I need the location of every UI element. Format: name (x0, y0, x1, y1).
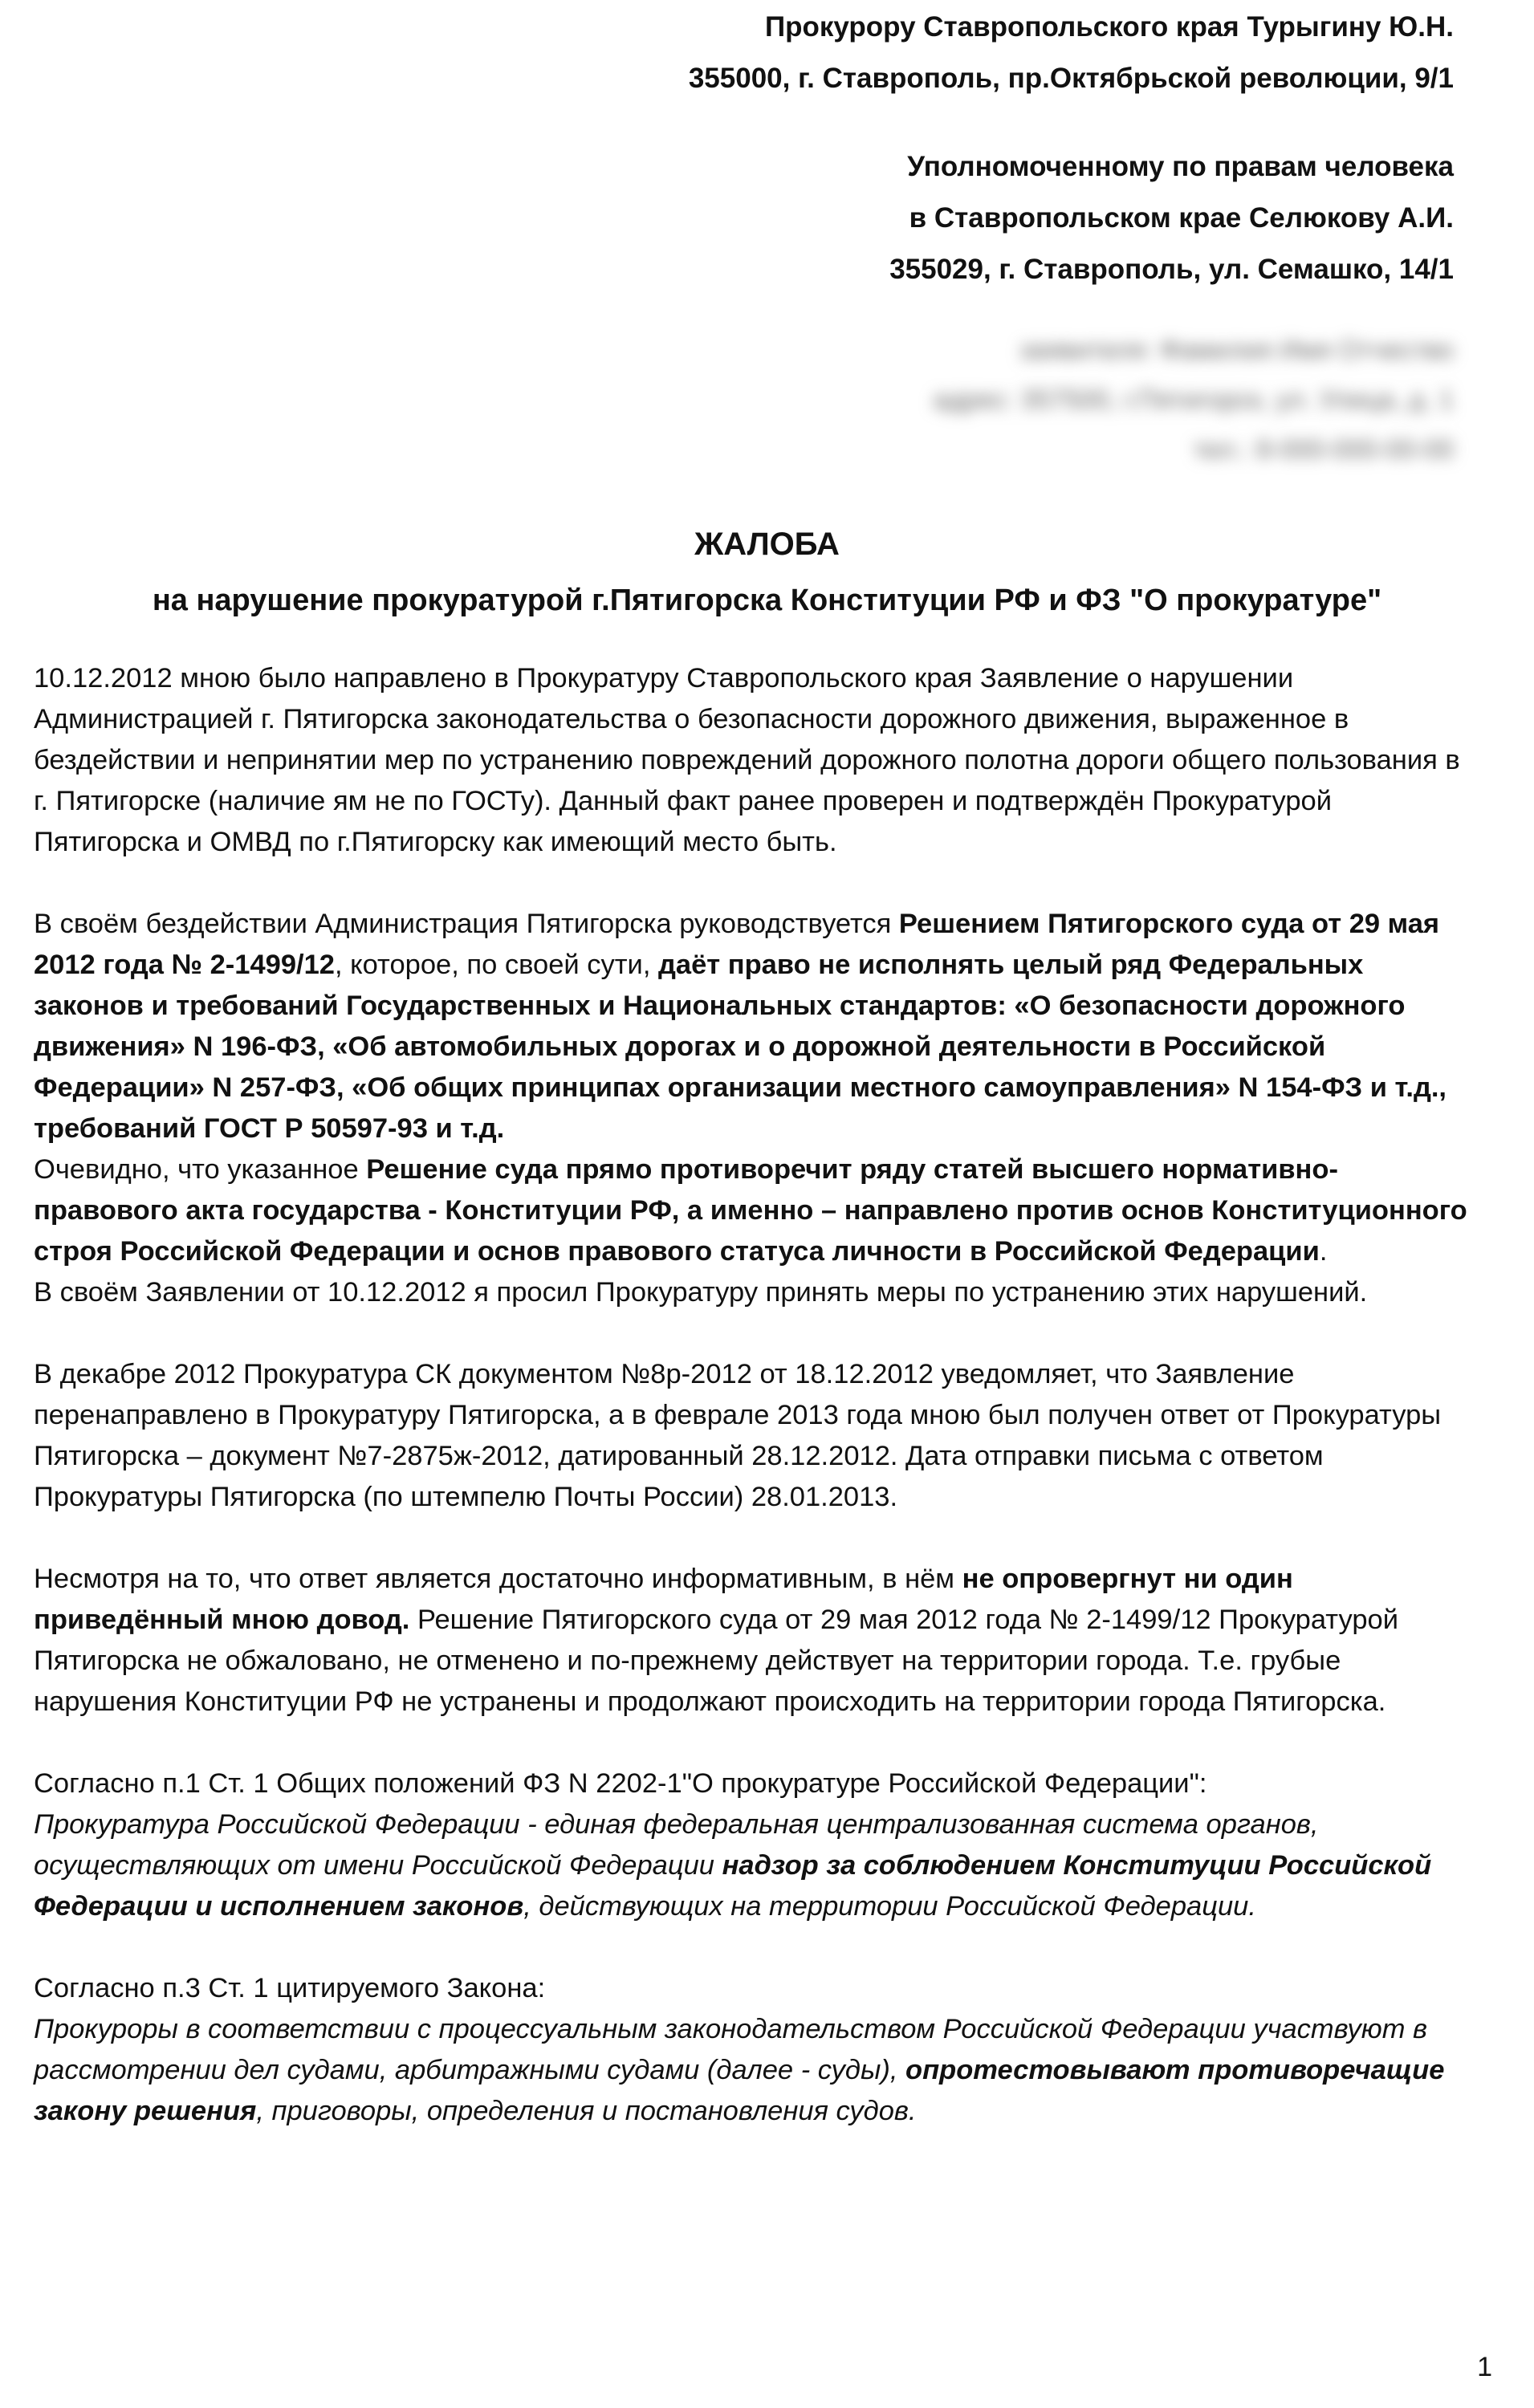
bold-run: не опровергнут ни один приведённый мною довод. (34, 1564, 1293, 1635)
italic-run: , действующих на территории Российской Федерации. (523, 1891, 1256, 1922)
text-run: В своём бездействии Администрация Пятигорска руководствуется (34, 909, 899, 939)
recipient-line: Уполномоченному по правам человека (907, 151, 1454, 182)
text-run: , которое, по своей сути, (334, 950, 659, 980)
page-number: 1 (1477, 2352, 1492, 2382)
text-run: Очевидно, что указанное (34, 1154, 367, 1185)
document-body (34, 658, 1479, 2173)
text-run: Согласно п.3 Ст. 1 цитируемого Закона: (34, 1973, 546, 2003)
document-title: ЖАЛОБА (694, 527, 840, 562)
recipient-line: Прокурору Ставропольского края Турыгину Ю.Н. (764, 11, 1454, 43)
paragraph-7 (34, 1763, 1479, 1927)
text-run: Несмотря на то, что ответ является достаточно информативным, в нём (34, 1564, 962, 1594)
paragraph-4: В своём Заявлении от 10.12.2012 я просил Прокуратуру принять меры по устранению этих нарушений. (34, 1277, 1368, 1308)
paragraph-3 (34, 1149, 1479, 1272)
italic-run: Прокуроры в соответствии с процессуальным законодательством Российской Федерации участвуют в рассмотрении дел судами, арбитражными судами (далее - суды), (34, 2014, 1428, 2085)
recipient-line: 355029, г. Ставрополь, ул. Семашко, 14/1 (889, 254, 1454, 285)
sender-details-redacted (933, 325, 1454, 474)
paragraph-5: В декабре 2012 Прокуратура СК документом №8р-2012 от 18.12.2012 уведомляет, что Заявление перенаправлено в Прокуратуру Пятигорска, а в феврале 2013 года мною был получен ответ от Прокуратуры Пятигорска – документ №7-2875ж-2012, датированный 28.12.2012. Дата отправки письма с ответом Прокуратуры Пятигорска (по штемпелю Почты России) 28.01.2013. (34, 1359, 1442, 1512)
bold-italic-run: опротестовывают противоречащие закону решения (34, 2055, 1445, 2126)
paragraph-6 (34, 1559, 1479, 1723)
sender-line: тел.: 8-000-000-00-00 (1193, 434, 1454, 464)
paragraph-8 (34, 1968, 1479, 2132)
text-run: Решение Пятигорского суда от 29 мая 2012 года № 2-1499/12 Прокуратурой Пятигорска не обжаловано, не отменено и по-прежнему действует на территории города. Т.е. грубые нарушения Конституции РФ не устранены и продолжают происходить на территории города Пятигорска. (34, 1605, 1398, 1717)
sender-line: заявителя: Фамилия Имя Отчество (1019, 335, 1454, 364)
bold-run: Решение суда прямо противоречит ряду статей высшего нормативно-правового акта государства - Конституции РФ, а именно – направлено против основ Конституционного строя Российской Федерации и основ правового статуса личности в Российской Федерации (34, 1154, 1467, 1267)
sender-line: адрес: 357500, г.Пятигорск, ул. Улица, д. 1 (933, 384, 1454, 414)
italic-run: , приговоры, определения и постановления судов. (256, 2096, 917, 2126)
recipient-prosecutor (689, 2, 1454, 104)
recipient-line: 355000, г. Ставрополь, пр.Октябрьской революции, 9/1 (688, 63, 1454, 94)
text-run: . (1319, 1236, 1328, 1267)
document-subtitle: на нарушение прокуратурой г.Пятигорска Конституции РФ и ФЗ "О прокуратуре" (152, 584, 1382, 617)
bold-run: Решением Пятигорского суда от 29 мая 2012 года № 2-1499/12 (34, 909, 1440, 980)
italic-run: Прокуратура Российской Федерации - единая федеральная централизованная система органов, осуществляющих от имени Российской Федерации (34, 1809, 1319, 1881)
bold-italic-run: надзор за соблюдением Конституции Российской Федерации и исполнением законов (34, 1850, 1432, 1922)
text-run: Согласно п.1 Ст. 1 Общих положений ФЗ N 2202-1"О прокуратуре Российской Федерации": (34, 1768, 1207, 1799)
document-heading (0, 522, 1534, 623)
paragraph-2 (34, 904, 1479, 1149)
recipient-ombudsman (889, 141, 1454, 295)
recipient-line: в Ставропольском крае Селюкову А.И. (909, 202, 1454, 234)
bold-run: даёт право не исполнять целый ряд Федеральных законов и требований Государственных и Национальных стандартов: «О безопасности дорожного движения» N 196-ФЗ, «Об автомобильных дорогах и о дорожной деятельности в Российской Федерации» N 257-ФЗ, «Об общих принципах организации местного самоуправления» N 154-ФЗ и т.д., требований ГОСТ Р 50597-93 и т.д. (34, 950, 1447, 1144)
paragraph-1: 10.12.2012 мною было направлено в Прокуратуру Ставропольского края Заявление о нарушении Администрацией г. Пятигорска законодательства о безопасности дорожного движения, выраженное в бездействии и непринятии мер по устранению повреждений дорожного полотна дороги общего пользования в г. Пятигорске (наличие ям не по ГОСТу). Данный факт ранее проверен и подтверждён Прокуратурой Пятигорска и ОМВД по г.Пятигорску как имеющий место быть. (34, 663, 1460, 857)
